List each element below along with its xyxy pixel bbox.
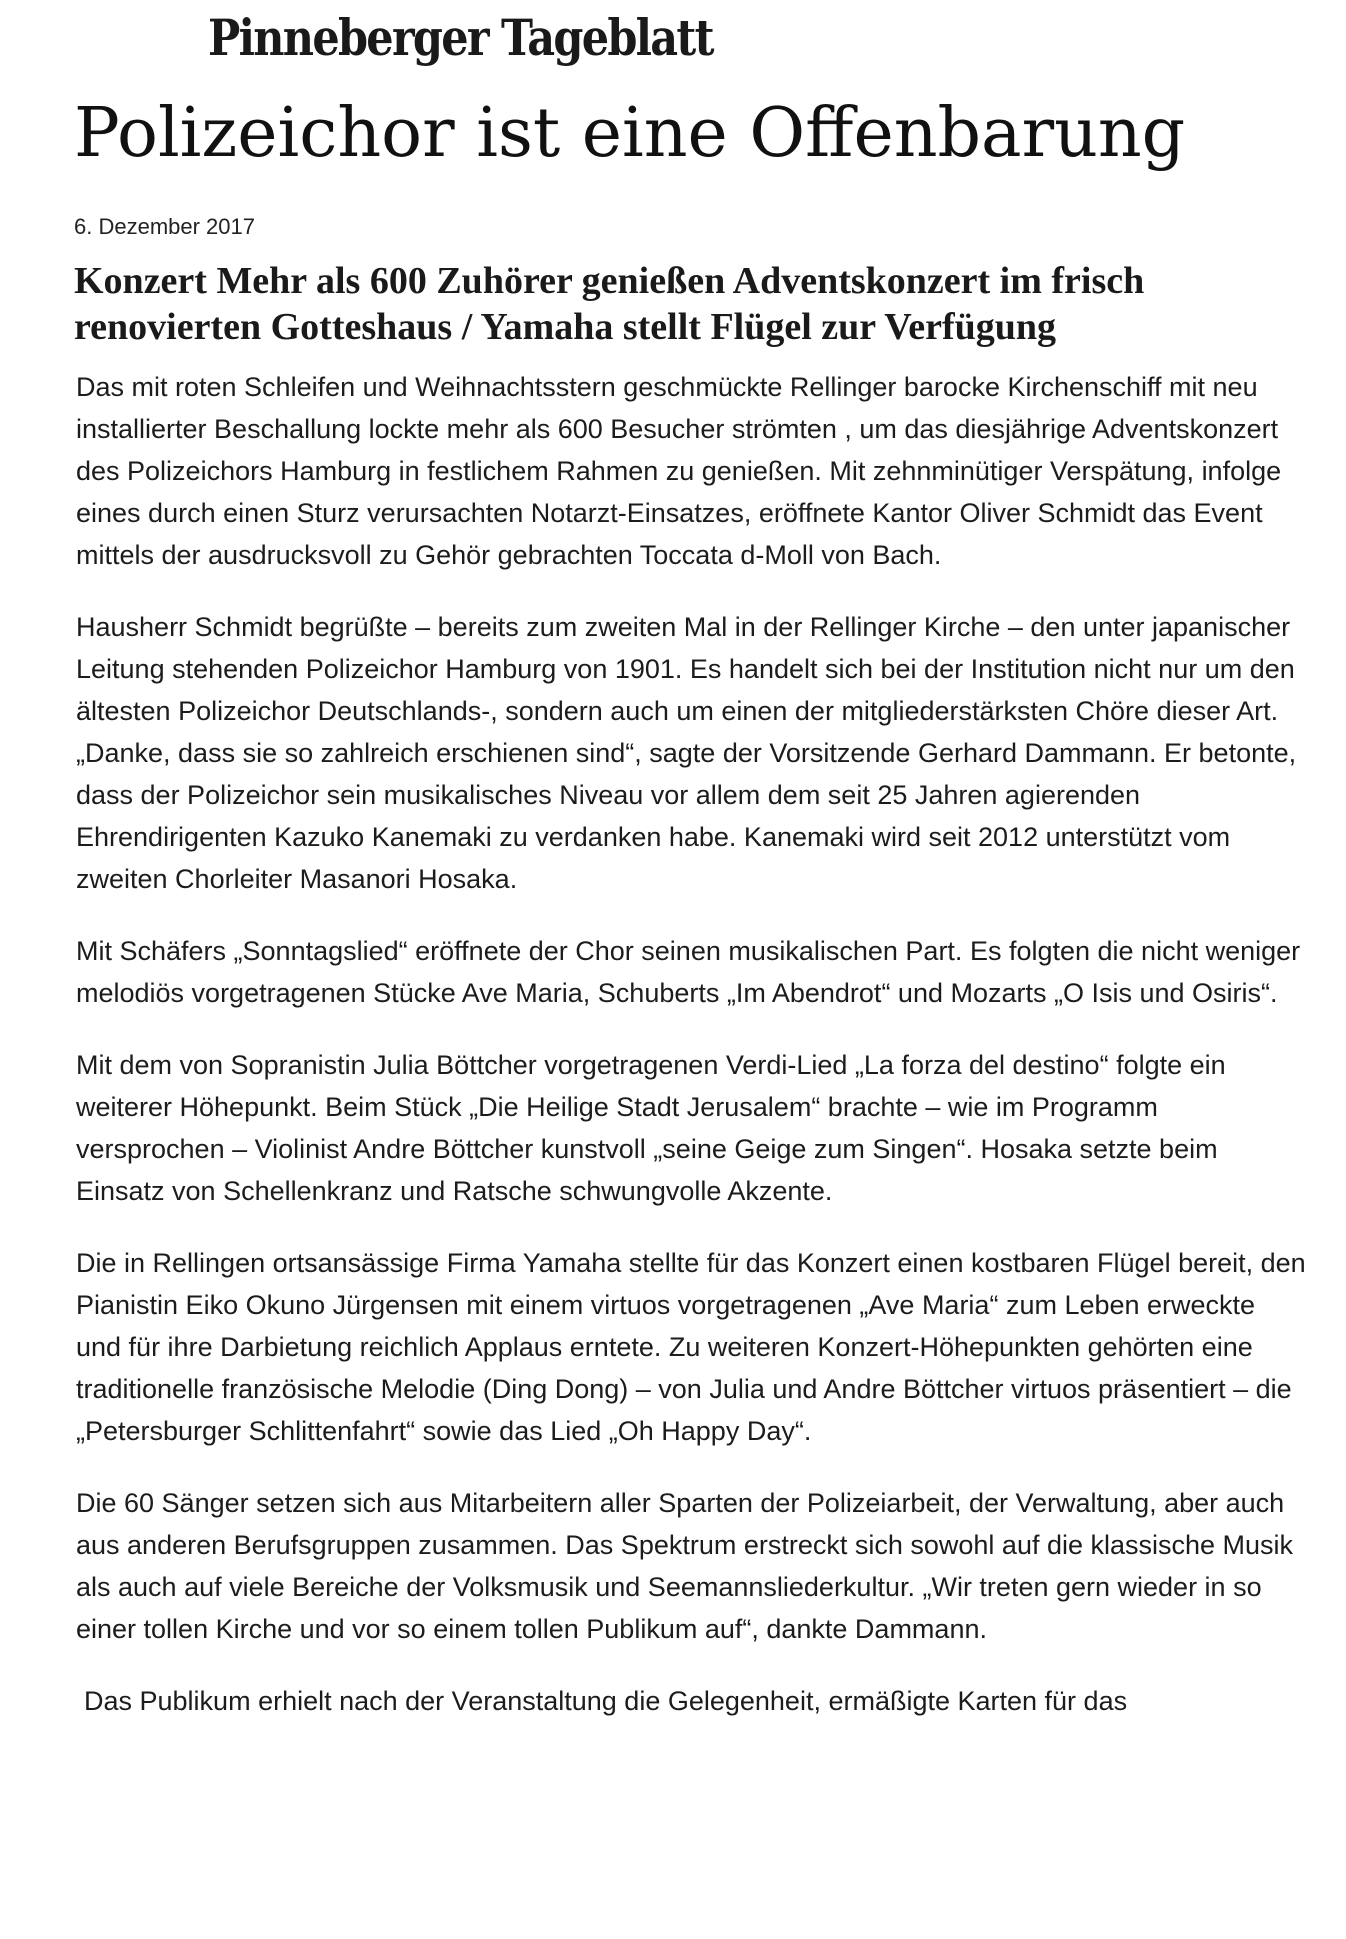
article-headline: Polizeichor ist eine Offenbarung	[74, 94, 1186, 173]
newspaper-masthead: Pinneberger Tageblatt	[208, 8, 713, 67]
article-paragraph: Mit Schäfers „Sonntagslied“ eröffnete der Chor seinen musikalischen Part. Es folgten die nicht weniger melodiös vorgetragenen Stücke Ave Maria, Schuberts „Im Abendrot“ und Mozarts „O Isis und Osiris“.	[76, 936, 1301, 1008]
article-body	[76, 366, 1306, 1752]
article-paragraph: Die 60 Sänger setzen sich aus Mitarbeitern aller Sparten der Polizeiarbeit, der Verwaltung, aber auch aus anderen Berufsgruppen zusammen. Das Spektrum erstreckt sich sowohl auf die klassische Musik als auch auf viele Bereiche der Volksmusik und Seemannsliederkultur. „Wir treten gern wieder in so einer tollen Kirche und vor so einem tollen Publikum auf“, dankte Dammann.	[76, 1488, 1294, 1644]
article-date: 6. Dezember 2017	[74, 214, 255, 239]
article-paragraph: Die in Rellingen ortsansässige Firma Yamaha stellte für das Konzert einen kostbaren Flügel bereit, den Pianistin Eiko Okuno Jürgensen mit einem virtuos vorgetragenen „Ave Maria“ zum Leben erweckte und für ihre Darbietung reichlich Applaus erntete. Zu weiteren Konzert-Höhepunkten gehörten eine traditionelle französische Melodie (Ding Dong) – von Julia und Andre Böttcher virtuos präsentiert – die „Petersburger Schlittenfahrt“ sowie das Lied „Oh Happy Day“.	[76, 1248, 1306, 1446]
article-paragraph: Mit dem von Sopranistin Julia Böttcher vorgetragenen Verdi-Lied „La forza del destino“ folgte ein weiterer Höhepunkt. Beim Stück „Die Heilige Stadt Jerusalem“ brachte – wie im Programm versprochen – Violinist Andre Böttcher kunstvoll „seine Geige zum Singen“. Hosaka setzte beim Einsatz von Schellenkranz und Ratsche schwungvolle Akzente.	[76, 1050, 1226, 1206]
article-paragraph: Hausherr Schmidt begrüßte – bereits zum zweiten Mal in der Rellinger Kirche – den unter japanischer Leitung stehenden Polizeichor Hamburg von 1901. Es handelt sich bei der Institution nicht nur um den ältesten Polizeichor Deutschlands-, sondern auch um einen der mitgliederstärksten Chöre dieser Art. „Danke, dass sie so zahlreich erschienen sind“, sagte der Vorsitzende Gerhard Dammann. Er betonte, dass der Polizeichor sein musikalisches Niveau vor allem dem seit 25 Jahren agierenden Ehrendirigenten Kazuko Kanemaki zu verdanken habe. Kanemaki wird seit 2012 unterstützt vom zweiten Chorleiter Masanori Hosaka.	[76, 612, 1297, 894]
article-paragraph: Das Publikum erhielt nach der Veranstaltung die Gelegenheit, ermäßigte Karten für das	[84, 1686, 1128, 1716]
article-subhead: Konzert Mehr als 600 Zuhörer genießen Adventskonzert im frisch renovierten Gotteshaus / Yamaha stellt Flügel zur Verfügung	[74, 260, 1145, 348]
article-paragraph: Das mit roten Schleifen und Weihnachtsstern geschmückte Rellinger barocke Kirchenschiff mit neu installierter Beschallung lockte mehr als 600 Besucher strömten , um das diesjährige Adventskonzert des Polizeichors Hamburg in festlichem Rahmen zu genießen. Mit zehnminütiger Verspätung, infolge eines durch einen Sturz verursachten Notarzt-Einsatzes, eröffnete Kantor Oliver Schmidt das Event mittels der ausdrucksvoll zu Gehör gebrachten Toccata d-Moll von Bach.	[76, 372, 1282, 570]
